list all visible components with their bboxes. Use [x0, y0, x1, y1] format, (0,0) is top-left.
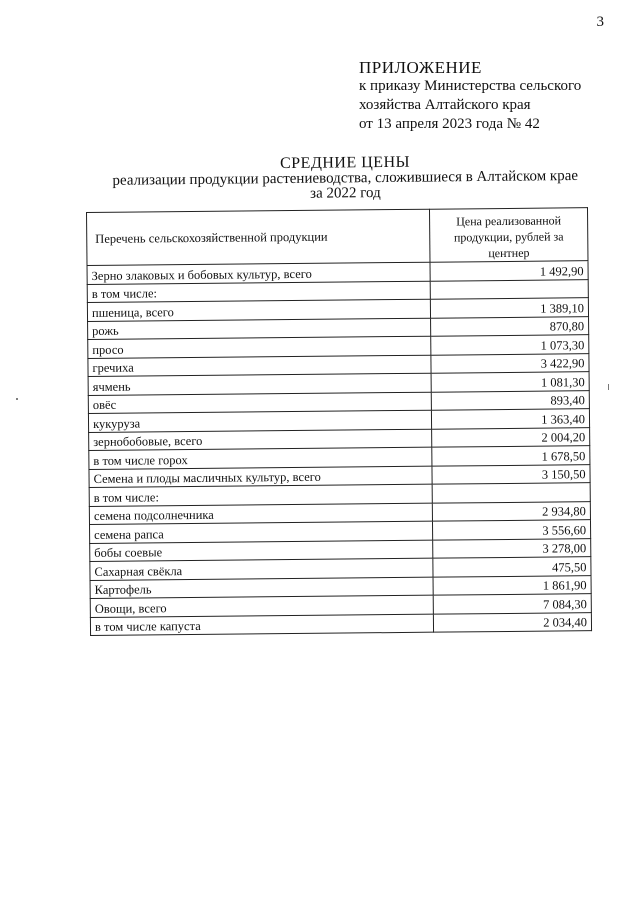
product-name-cell: в том числе горох	[89, 447, 432, 469]
appendix-ministry-line: хозяйства Алтайского края	[359, 97, 531, 113]
product-name-cell: семена рапса	[89, 521, 432, 543]
product-name-cell: бобы соевые	[90, 540, 433, 562]
price-cell: 1 073,30	[431, 335, 589, 355]
price-cell: 3 150,50	[432, 464, 590, 484]
product-name-cell: Семена и плоды масличных культур, всего	[89, 466, 432, 488]
document-title: СРЕДНИЕ ЦЕНЫ	[279, 153, 411, 173]
price-cell: 1 363,40	[431, 409, 589, 429]
product-name-cell: просо	[88, 336, 431, 358]
product-name-cell: Сахарная свёкла	[90, 558, 433, 580]
price-cell: 3 556,60	[432, 520, 590, 540]
product-name-cell: гречиха	[88, 355, 431, 377]
product-name-cell: Картофель	[90, 577, 433, 599]
price-cell: 475,50	[433, 557, 591, 577]
product-name-cell: рожь	[88, 318, 431, 340]
product-name-cell: в том числе:	[87, 281, 430, 303]
price-cell: 2 934,80	[432, 501, 590, 521]
appendix-order-line: к приказу Министерства сельского	[359, 78, 582, 94]
product-name-cell: в том числе капуста	[90, 614, 433, 636]
appendix-block	[359, 58, 619, 134]
price-cell: 1 081,30	[431, 372, 589, 392]
product-name-cell: в том числе:	[89, 484, 432, 506]
product-name-cell: ячмень	[88, 373, 431, 395]
header-price: Цена реализованной продукции, рублей за центнер	[429, 208, 588, 263]
price-cell: 3 278,00	[433, 538, 591, 558]
document-period: за 2022 год	[310, 185, 381, 202]
price-cell: 3 422,90	[431, 353, 589, 373]
product-name-cell: кукуруза	[88, 410, 431, 432]
product-name-cell: Зерно злаковых и бобовых культур, всего	[87, 262, 430, 284]
price-cell: 893,40	[431, 390, 589, 410]
prices-table	[86, 207, 592, 636]
price-cell: 1 389,10	[430, 298, 588, 318]
price-cell: 2 004,20	[432, 427, 590, 447]
document-title-block	[95, 153, 595, 204]
scan-speck	[16, 398, 18, 400]
product-name-cell: зернобобовые, всего	[89, 429, 432, 451]
table-header-row	[87, 208, 588, 266]
price-cell: 7 084,30	[433, 594, 591, 614]
price-cell: 1 492,90	[430, 261, 588, 281]
appendix-heading: ПРИЛОЖЕНИЕ	[359, 58, 482, 77]
page-number: 3	[596, 14, 604, 30]
table-body	[87, 261, 592, 636]
product-name-cell: пшеница, всего	[87, 299, 430, 321]
price-cell	[432, 483, 590, 503]
price-cell: 1 678,50	[432, 446, 590, 466]
product-name-cell: овёс	[88, 392, 431, 414]
product-name-cell: Овощи, всего	[90, 595, 433, 617]
scan-speck	[608, 384, 609, 390]
header-product-list: Перечень сельскохозяйственной продукции	[87, 209, 430, 265]
price-cell: 870,80	[431, 316, 589, 336]
document-subtitle: реализации продукции растениеводства, сложившиеся в Алтайском крае	[112, 167, 579, 189]
price-cell: 1 861,90	[433, 575, 591, 595]
price-cell: 2 034,40	[433, 612, 591, 632]
appendix-date-line: от 13 апреля 2023 года № 42	[359, 116, 540, 132]
product-name-cell: семена подсолнечника	[89, 503, 432, 525]
price-cell	[430, 279, 588, 299]
